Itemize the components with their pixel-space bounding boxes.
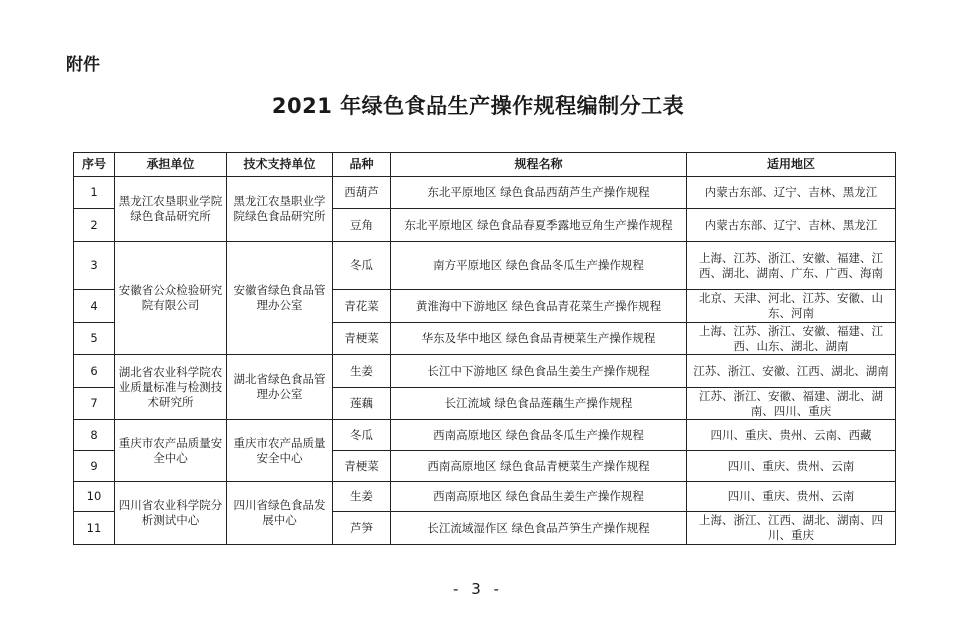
procedure-name-cell: 西南高原地区 绿色食品生姜生产操作规程 [391, 482, 687, 512]
region-cell: 内蒙古东部、辽宁、吉林、黑龙江 [687, 177, 896, 209]
procedure-name-cell: 长江流域 绿色食品莲藕生产操作规程 [391, 388, 687, 420]
variety-cell: 青花菜 [333, 290, 391, 323]
procedure-name-cell: 华东及华中地区 绿色食品青梗菜生产操作规程 [391, 323, 687, 355]
unit-cell: 黑龙江农垦职业学院绿色食品研究所 [115, 177, 227, 242]
seq-cell: 9 [74, 451, 115, 482]
seq-cell: 5 [74, 323, 115, 355]
procedure-name-cell: 东北平原地区 绿色食品春夏季露地豆角生产操作规程 [391, 209, 687, 242]
region-cell: 四川、重庆、贵州、云南、西藏 [687, 420, 896, 451]
procedure-name-cell: 黄淮海中下游地区 绿色食品青花菜生产操作规程 [391, 290, 687, 323]
seq-cell: 7 [74, 388, 115, 420]
table-row [74, 482, 896, 512]
variety-cell: 西葫芦 [333, 177, 391, 209]
seq-cell: 6 [74, 355, 115, 388]
procedure-name-cell: 长江流域湿作区 绿色食品芦笋生产操作规程 [391, 512, 687, 545]
table-row [74, 177, 896, 209]
variety-cell: 冬瓜 [333, 242, 391, 290]
procedure-name-cell: 南方平原地区 绿色食品冬瓜生产操作规程 [391, 242, 687, 290]
support-cell: 湖北省绿色食品管理办公室 [227, 355, 333, 420]
procedure-name-cell: 西南高原地区 绿色食品冬瓜生产操作规程 [391, 420, 687, 451]
table-header-row [74, 153, 896, 177]
table-row [74, 242, 896, 290]
region-cell: 江苏、浙江、安徽、江西、湖北、湖南 [687, 355, 896, 388]
header-variety: 品种 [333, 153, 391, 177]
procedure-name-cell: 西南高原地区 绿色食品青梗菜生产操作规程 [391, 451, 687, 482]
header-unit: 承担单位 [115, 153, 227, 177]
variety-cell: 青梗菜 [333, 323, 391, 355]
support-cell: 四川省绿色食品发展中心 [227, 482, 333, 545]
document-title: 2021 年绿色食品生产操作规程编制分工表 [271, 94, 685, 118]
variety-cell: 冬瓜 [333, 420, 391, 451]
header-name: 规程名称 [391, 153, 687, 177]
unit-cell: 湖北省农业科学院农业质量标准与检测技术研究所 [115, 355, 227, 420]
procedure-name-cell: 长江中下游地区 绿色食品生姜生产操作规程 [391, 355, 687, 388]
region-cell: 四川、重庆、贵州、云南 [687, 482, 896, 512]
seq-cell: 1 [74, 177, 115, 209]
variety-cell: 生姜 [333, 355, 391, 388]
page-number: - 3 - [453, 580, 503, 598]
procedure-name-cell: 东北平原地区 绿色食品西葫芦生产操作规程 [391, 177, 687, 209]
region-cell: 江苏、浙江、安徽、福建、湖北、湖南、四川、重庆 [687, 388, 896, 420]
attachment-label: 附件 [66, 55, 100, 75]
unit-cell: 四川省农业科学院分析测试中心 [115, 482, 227, 545]
table-row [74, 420, 896, 451]
unit-cell: 安徽省公众检验研究院有限公司 [115, 242, 227, 355]
variety-cell: 莲藕 [333, 388, 391, 420]
region-cell: 上海、浙江、江西、湖北、湖南、四川、重庆 [687, 512, 896, 545]
seq-cell: 2 [74, 209, 115, 242]
support-cell: 黑龙江农垦职业学院绿色食品研究所 [227, 177, 333, 242]
region-cell: 四川、重庆、贵州、云南 [687, 451, 896, 482]
table-row [74, 355, 896, 388]
header-seq: 序号 [74, 153, 115, 177]
region-cell: 上海、江苏、浙江、安徽、福建、江西、山东、湖北、湖南 [687, 323, 896, 355]
variety-cell: 豆角 [333, 209, 391, 242]
support-cell: 安徽省绿色食品管理办公室 [227, 242, 333, 355]
region-cell: 内蒙古东部、辽宁、吉林、黑龙江 [687, 209, 896, 242]
variety-cell: 青梗菜 [333, 451, 391, 482]
unit-cell: 重庆市农产品质量安全中心 [115, 420, 227, 482]
seq-cell: 10 [74, 482, 115, 512]
region-cell: 北京、天津、河北、江苏、安徽、山东、河南 [687, 290, 896, 323]
region-cell: 上海、江苏、浙江、安徽、福建、江西、湖北、湖南、广东、广西、海南 [687, 242, 896, 290]
division-table [73, 152, 896, 545]
seq-cell: 4 [74, 290, 115, 323]
seq-cell: 11 [74, 512, 115, 545]
support-cell: 重庆市农产品质量安全中心 [227, 420, 333, 482]
seq-cell: 3 [74, 242, 115, 290]
header-support: 技术支持单位 [227, 153, 333, 177]
seq-cell: 8 [74, 420, 115, 451]
variety-cell: 生姜 [333, 482, 391, 512]
header-region: 适用地区 [687, 153, 896, 177]
variety-cell: 芦笋 [333, 512, 391, 545]
